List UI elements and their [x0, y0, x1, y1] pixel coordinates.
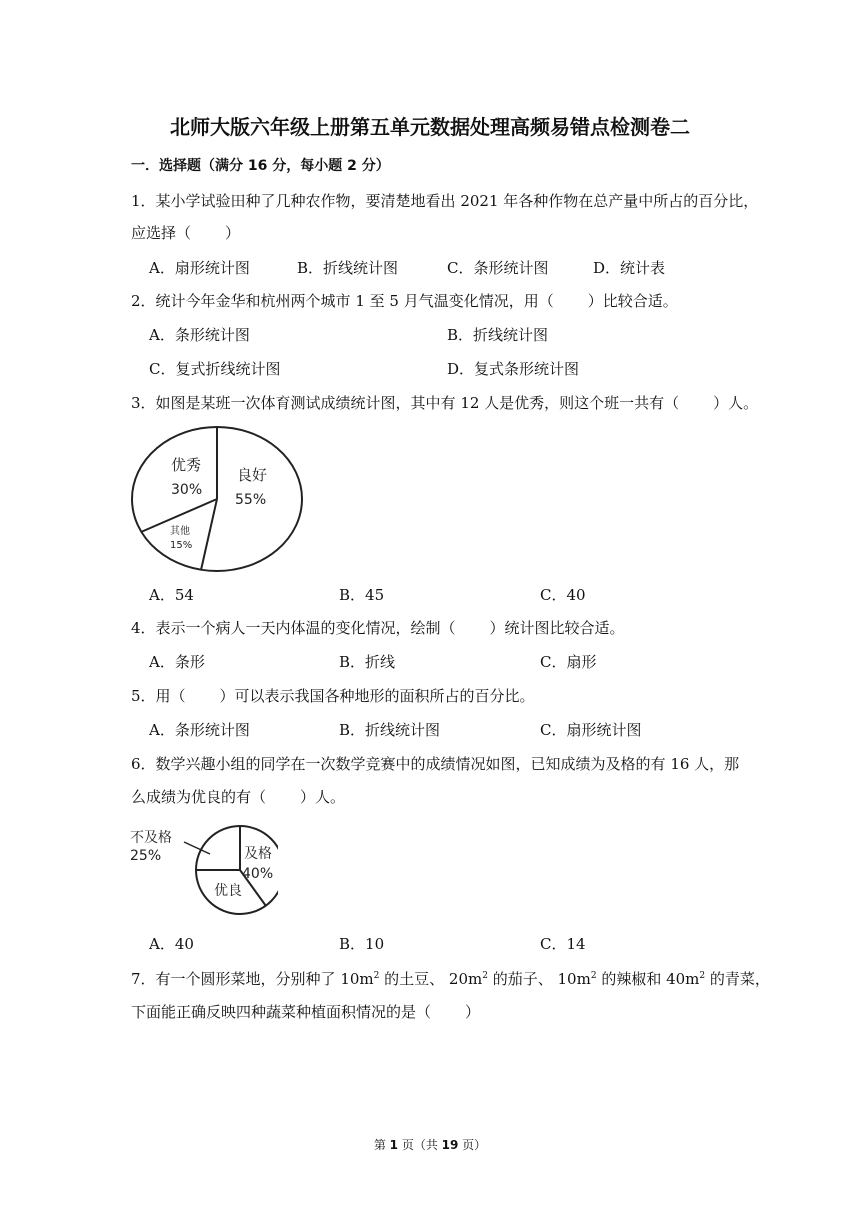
q4-option-c[interactable]: C．扇形 — [540, 653, 597, 671]
q3-option-c[interactable]: C．40 — [540, 586, 586, 604]
q2-option-b[interactable]: B．折线统计图 — [447, 326, 549, 344]
q3-option-b[interactable]: B．45 — [339, 586, 385, 604]
q1-option-d[interactable]: D．统计表 — [593, 259, 666, 277]
q5-option-b[interactable]: B．折线统计图 — [339, 721, 441, 739]
q1-option-c[interactable]: C．条形统计图 — [447, 259, 549, 277]
q3-pct-excellent: 30% — [171, 482, 203, 498]
q3-pct-good: 55% — [235, 492, 267, 508]
q6-pie-chart — [128, 820, 278, 920]
question-4-text: 4．表示一个病人一天内体温的变化情况，绘制（ ）统计图比较合适。 — [131, 619, 625, 637]
q1-option-a[interactable]: A．扇形统计图 — [149, 259, 250, 277]
q6-option-c[interactable]: C．14 — [540, 935, 586, 953]
q3-pct-other: 15% — [170, 540, 193, 551]
question-7-line-2: 下面能正确反映四种蔬菜种植面积情况的是（ ） — [131, 1003, 481, 1021]
question-6-line-1: 6．数学兴趣小组的同学在一次数学竞赛中的成绩情况如图，已知成绩为及格的有 16 人，那 — [131, 755, 740, 773]
q6-option-b[interactable]: B．10 — [339, 935, 385, 953]
question-2-text: 2．统计今年金华和杭州两个城市 1 至 5 月气温变化情况，用（ ）比较合适。 — [131, 292, 678, 310]
q6-leader-line — [184, 842, 210, 854]
q3-option-a[interactable]: A．54 — [149, 586, 194, 604]
q3-pie-chart — [128, 424, 308, 576]
section-heading: 一．选择题（满分 16 分，每小题 2 分） — [131, 158, 390, 174]
q6-pct-fail: 25% — [130, 848, 162, 864]
page-title: 北师大版六年级上册第五单元数据处理高频易错点检测卷二 — [170, 115, 690, 139]
q4-option-b[interactable]: B．折线 — [339, 653, 396, 671]
question-6-line-2: 么成绩为优良的有（ ）人。 — [131, 788, 346, 806]
q4-option-a[interactable]: A．条形 — [149, 653, 205, 671]
page-footer: 第 1 页（共 19 页） — [373, 1138, 487, 1152]
question-1-line-2: 应选择（ ） — [131, 224, 241, 242]
q3-label-excellent: 优秀 — [171, 456, 202, 474]
question-3-text: 3．如图是某班一次体育测试成绩统计图，其中有 12 人是优秀，则这个班一共有（ ）人。 — [131, 394, 759, 412]
q3-label-good: 良好 — [237, 466, 268, 484]
q3-label-other: 其他 — [170, 526, 190, 537]
q6-option-a[interactable]: A．40 — [149, 935, 194, 953]
q2-option-c[interactable]: C．复式折线统计图 — [149, 360, 281, 378]
q3-divider-bottom — [201, 499, 217, 570]
question-1-line-1: 1．某小学试验田种了几种农作物，要清楚地看出 2021 年各种作物在总产量中所占的百分比， — [131, 192, 759, 210]
q2-option-a[interactable]: A．条形统计图 — [149, 326, 250, 344]
q5-option-c[interactable]: C．扇形统计图 — [540, 721, 642, 739]
q5-option-a[interactable]: A．条形统计图 — [149, 721, 250, 739]
question-7-line-1: 7．有一个圆形菜地，分别种了 $10m^2$ 的土豆、 $20m^2$ 的茄子、 $10m^2$ 的辣椒和 $40m^2$ 的青菜， — [131, 970, 770, 988]
q6-pct-pass: 40% — [242, 866, 274, 882]
q1-option-b[interactable]: B．折线统计图 — [297, 259, 399, 277]
question-5-text: 5．用（ ）可以表示我国各种地形的面积所占的百分比。 — [131, 687, 535, 705]
q6-label-fail: 不及格 — [130, 830, 172, 846]
q2-option-d[interactable]: D．复式条形统计图 — [447, 360, 580, 378]
q6-label-pass: 及格 — [244, 846, 272, 862]
q6-label-good: 优良 — [214, 883, 242, 899]
